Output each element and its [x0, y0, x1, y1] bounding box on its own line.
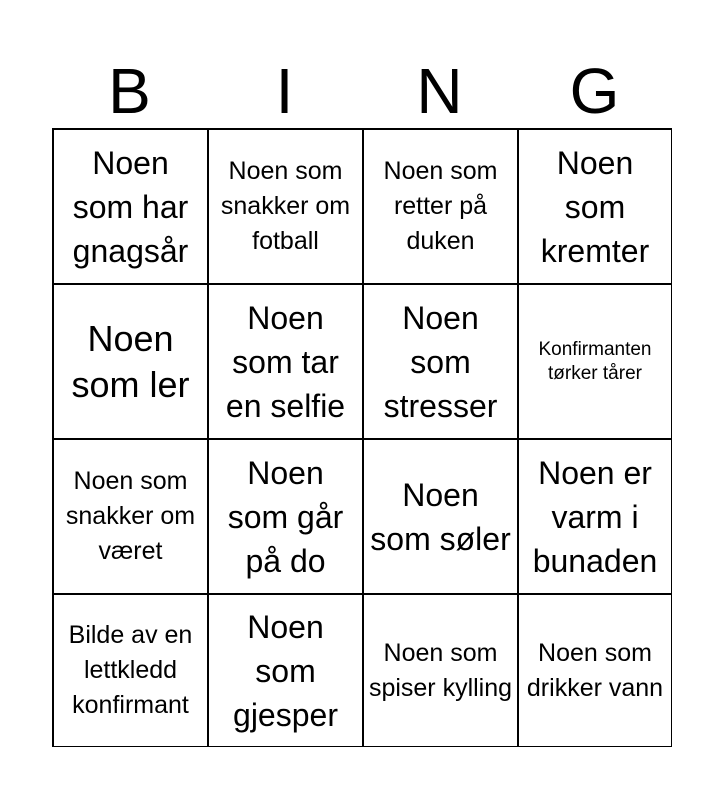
cell-text: Noen som gjesper	[233, 608, 338, 733]
bingo-board	[52, 128, 672, 747]
cell-text: Noen som ler	[71, 317, 190, 405]
cell-text: Konfirmanten tørker tårer	[538, 338, 652, 384]
cell-text: Noen er varm i bunaden	[532, 454, 658, 579]
bingo-cell[interactable]	[53, 439, 208, 594]
bingo-cell[interactable]	[363, 129, 518, 284]
header-letter-g: G	[569, 55, 620, 127]
cell-text: Noen som drikker vann	[526, 638, 664, 702]
header-letter-i: I	[275, 55, 294, 127]
bingo-cell[interactable]	[208, 129, 363, 284]
bingo-header	[52, 55, 672, 127]
header-letter-n: N	[416, 55, 463, 127]
cell-text: Noen som retter på duken	[383, 157, 498, 255]
cell-text: Noen som snakker om fotball	[220, 157, 351, 255]
cell-text: Noen som kremter	[540, 144, 650, 269]
bingo-cell[interactable]	[518, 594, 672, 747]
bingo-cell[interactable]	[53, 284, 208, 439]
bingo-cell[interactable]	[53, 129, 208, 284]
cell-text: Noen som tar en selfie	[225, 299, 346, 424]
cell-text: Noen som snakker om været	[65, 467, 196, 565]
bingo-cell[interactable]	[518, 284, 672, 439]
cell-text: Noen som stresser	[383, 299, 498, 424]
bingo-cell[interactable]	[363, 594, 518, 747]
bingo-cell[interactable]	[518, 129, 672, 284]
bingo-cell[interactable]	[53, 594, 208, 747]
bingo-cell[interactable]	[208, 594, 363, 747]
header-letter-b: B	[108, 55, 151, 127]
bingo-cell[interactable]	[208, 439, 363, 594]
bingo-cell[interactable]	[363, 284, 518, 439]
cell-text: Noen som har gnagsår	[72, 144, 189, 269]
bingo-cell[interactable]	[518, 439, 672, 594]
cell-text: Bilde av en lettkledd konfirmant	[68, 621, 193, 719]
cell-text: Noen som går på do	[227, 454, 344, 579]
bingo-cell[interactable]	[208, 284, 363, 439]
cell-text: Noen som søler	[370, 476, 511, 557]
cell-text: Noen som spiser kylling	[368, 638, 513, 702]
bingo-cell[interactable]	[363, 439, 518, 594]
